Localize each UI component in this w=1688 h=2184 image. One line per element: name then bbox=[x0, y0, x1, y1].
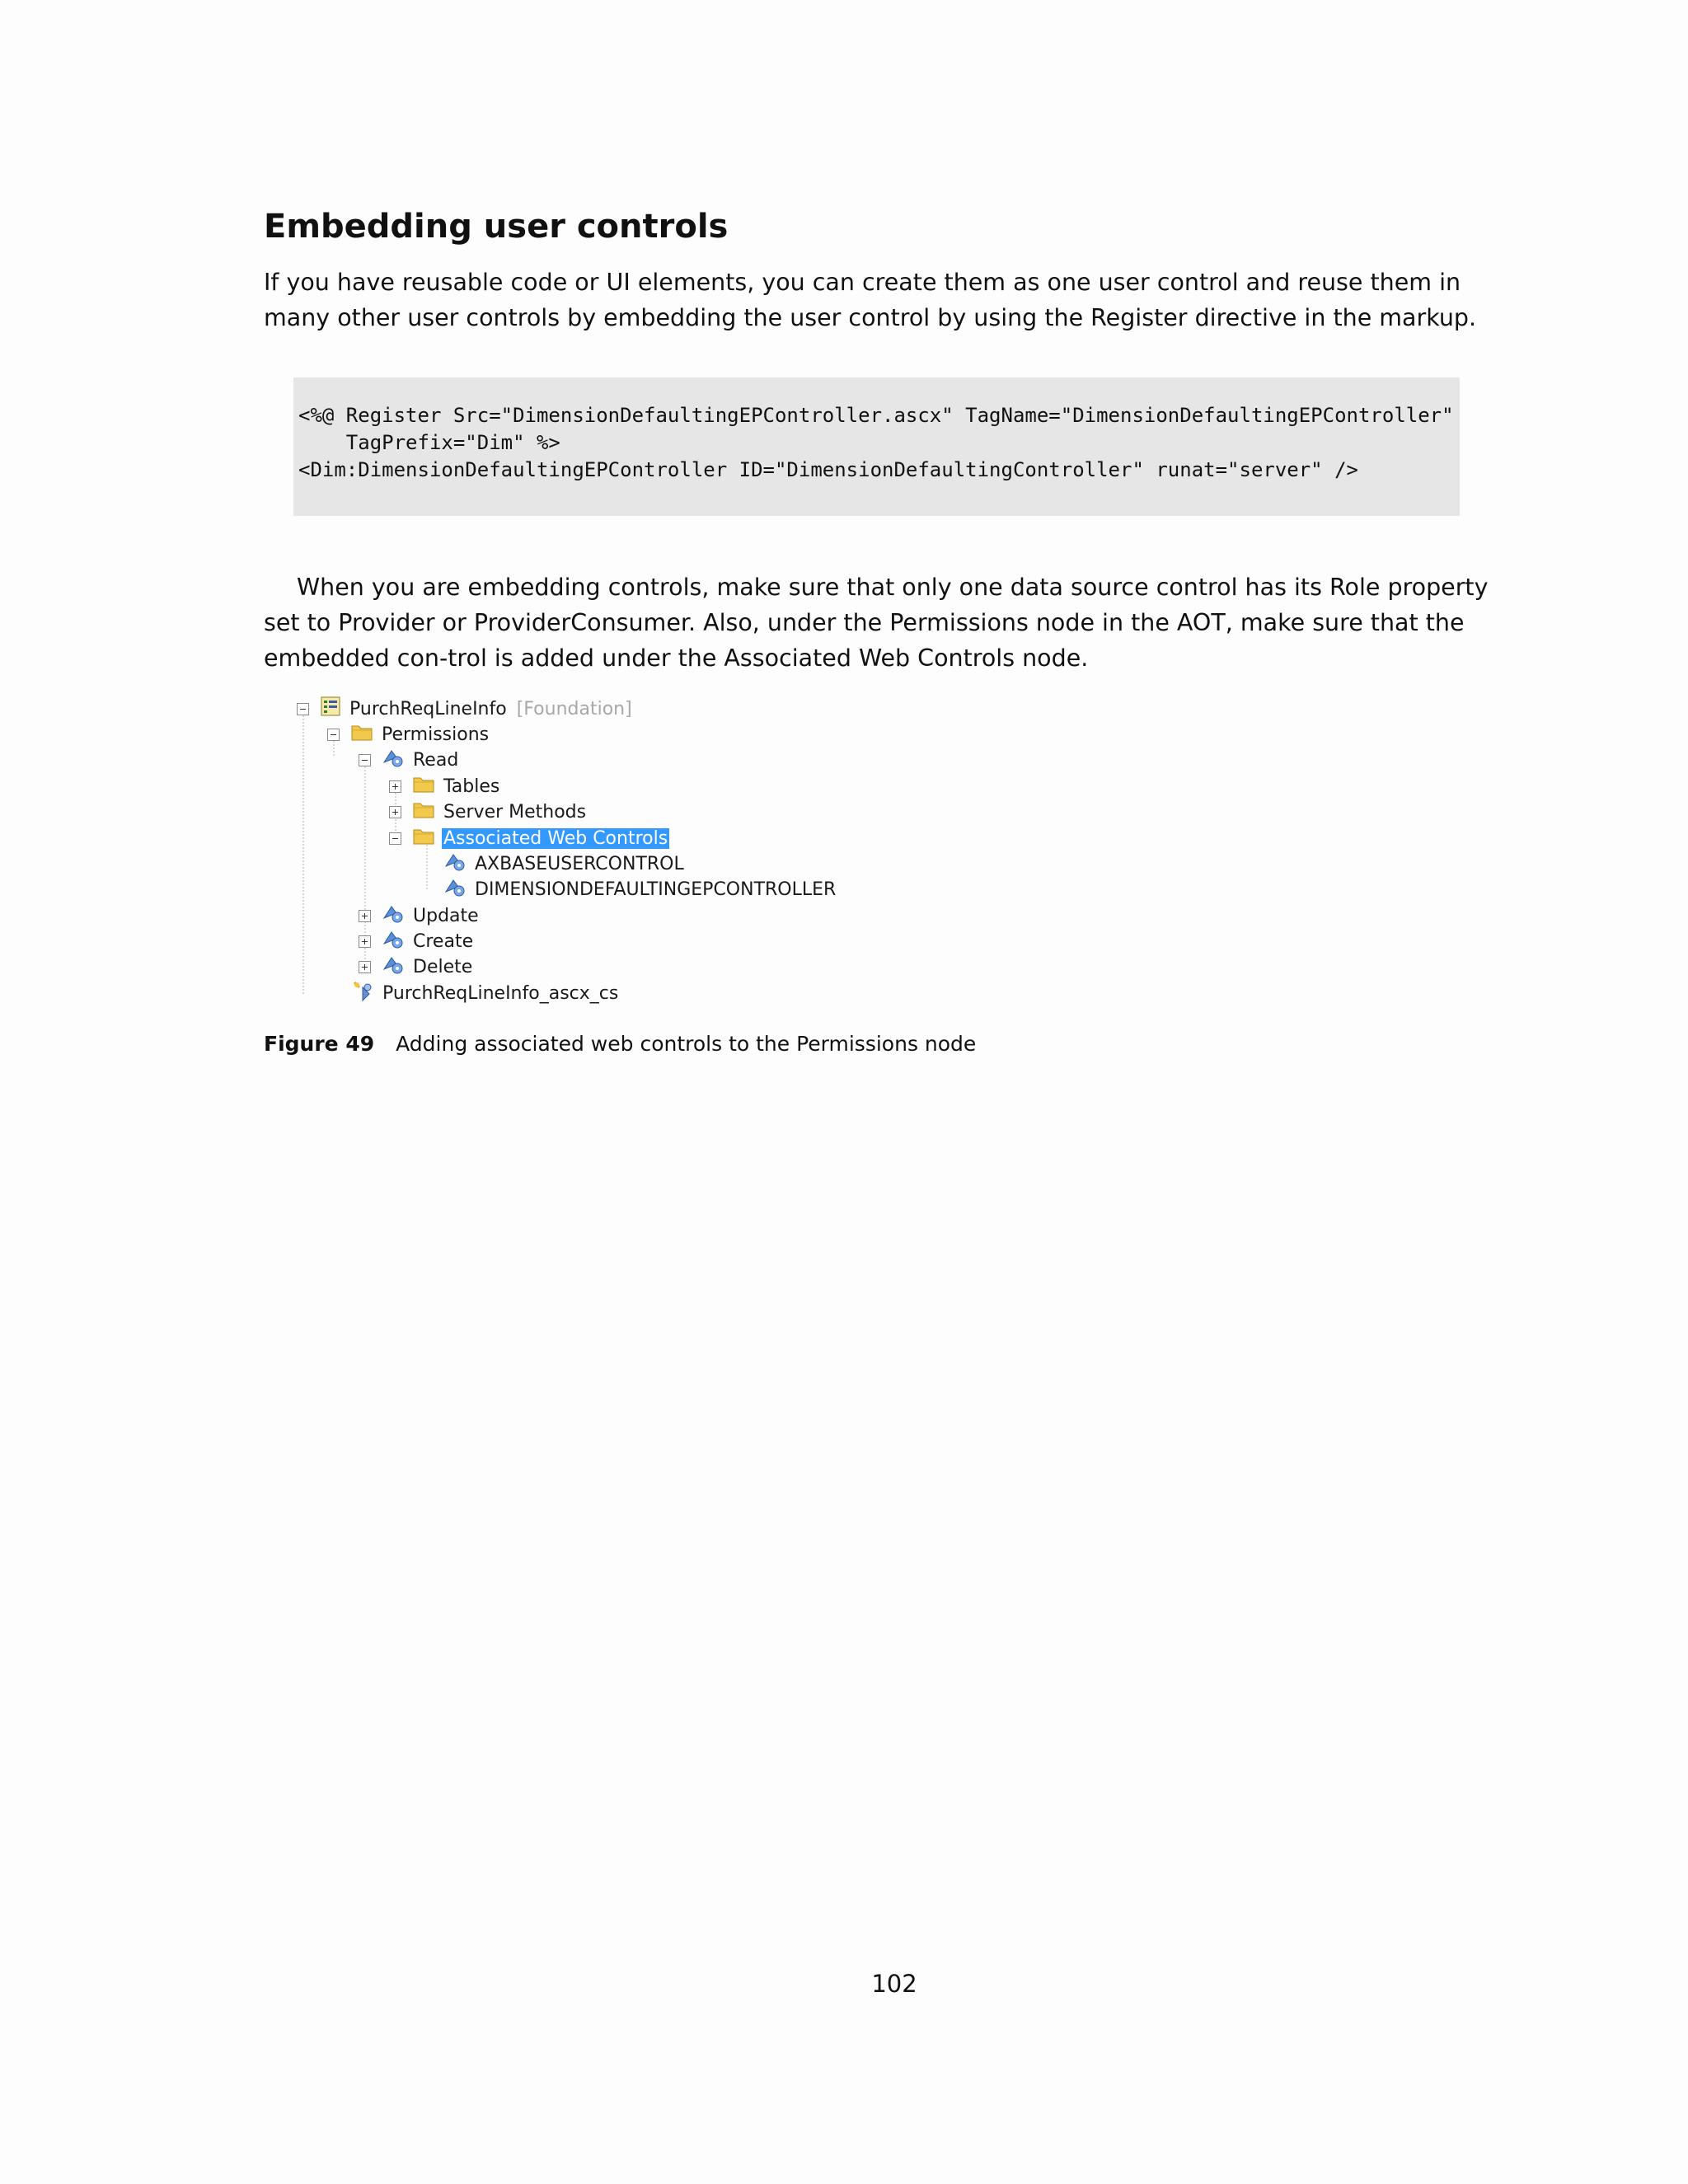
tree-node-tables[interactable] bbox=[389, 774, 501, 799]
expand-icon[interactable] bbox=[389, 780, 401, 793]
tree-node-label: Create bbox=[413, 930, 474, 952]
figure-caption bbox=[264, 1032, 976, 1056]
expand-icon[interactable] bbox=[359, 910, 371, 922]
tree-node-label: Update bbox=[413, 905, 479, 926]
code-listing bbox=[298, 402, 1454, 484]
intro-paragraph: If you have reusable code or UI elements, you can create them as one user control and reuse them in many other user controls by embedding the user control by using the Register directive in the markup. bbox=[264, 269, 1477, 331]
folder-icon bbox=[412, 826, 435, 851]
tree-node-purchreqlineinfo-ascx-cs[interactable] bbox=[351, 981, 620, 1005]
form-icon bbox=[320, 696, 341, 722]
tree-node-label: Permissions bbox=[382, 724, 490, 745]
folder-icon bbox=[412, 799, 435, 824]
tree-node-permissions[interactable] bbox=[327, 722, 490, 747]
tree-node-dimensiondefaultingepcontroller[interactable] bbox=[420, 877, 837, 902]
tree-node-label: DIMENSIONDEFAULTINGEPCONTROLLER bbox=[475, 879, 837, 900]
code-block bbox=[293, 377, 1460, 516]
folder-icon bbox=[412, 774, 435, 799]
permission-icon bbox=[382, 953, 405, 981]
tree-node-label: PurchReqLineInfo_ascx_cs bbox=[382, 982, 619, 1004]
permission-icon bbox=[443, 875, 467, 903]
page-number: 102 bbox=[871, 1970, 917, 1998]
collapse-icon[interactable] bbox=[359, 754, 371, 766]
code-file-icon bbox=[351, 979, 374, 1007]
tree-node-label: Delete bbox=[413, 956, 473, 977]
section-heading: Embedding user controls bbox=[264, 208, 729, 246]
tree-node-update[interactable] bbox=[359, 903, 481, 928]
permission-icon bbox=[443, 850, 467, 878]
code-line: <%@ Register Src="DimensionDefaultingEPController.ascx" TagName="DimensionDefaultingEPController" bbox=[298, 404, 1454, 427]
tree-node-create[interactable] bbox=[359, 929, 475, 954]
figure-number: Figure 49 bbox=[264, 1032, 375, 1056]
folder-icon bbox=[350, 722, 373, 747]
tree-node-label: AXBASEUSERCONTROL bbox=[475, 853, 684, 874]
permission-icon bbox=[382, 927, 405, 955]
tree-node-purchreqlineinfo[interactable] bbox=[297, 696, 632, 721]
tree-node-label: Tables bbox=[443, 776, 500, 797]
collapse-icon[interactable] bbox=[297, 703, 309, 715]
expand-icon[interactable] bbox=[359, 961, 371, 973]
expand-icon[interactable] bbox=[389, 806, 401, 818]
tree-node-label: PurchReqLineInfo bbox=[349, 698, 507, 719]
tree-node-delete[interactable] bbox=[359, 954, 474, 979]
tree-node-read[interactable] bbox=[359, 748, 460, 772]
tree-node-label: Server Methods bbox=[443, 801, 587, 823]
code-line: TagPrefix="Dim" %> bbox=[298, 431, 560, 454]
code-line: <Dim:DimensionDefaultingEPController ID="DimensionDefaultingController" runat="server" /> bbox=[298, 458, 1358, 481]
tree-node-label-selected: Associated Web Controls bbox=[443, 827, 668, 849]
embedding-paragraph: When you are embedding controls, make sure that only one data source control has its Role property set to Provider or ProviderConsumer. Also, under the Permissions node in the AOT, make sure that the embedded con-trol is added under the Associated Web Controls node. bbox=[264, 574, 1489, 672]
tree-node-label: Read bbox=[413, 749, 459, 771]
tree-node-axbaseusercontrol[interactable] bbox=[420, 851, 686, 876]
permission-icon bbox=[382, 902, 405, 930]
permission-icon bbox=[382, 746, 405, 774]
expand-icon[interactable] bbox=[359, 935, 371, 948]
collapse-icon[interactable] bbox=[389, 832, 401, 845]
tree-node-associated-web-controls[interactable] bbox=[389, 826, 669, 851]
tree-node-server-methods[interactable] bbox=[389, 799, 588, 824]
figure-caption-text: Adding associated web controls to the Permissions node bbox=[396, 1032, 977, 1056]
collapse-icon[interactable] bbox=[327, 729, 340, 741]
layer-tag: [Foundation] bbox=[516, 698, 632, 719]
